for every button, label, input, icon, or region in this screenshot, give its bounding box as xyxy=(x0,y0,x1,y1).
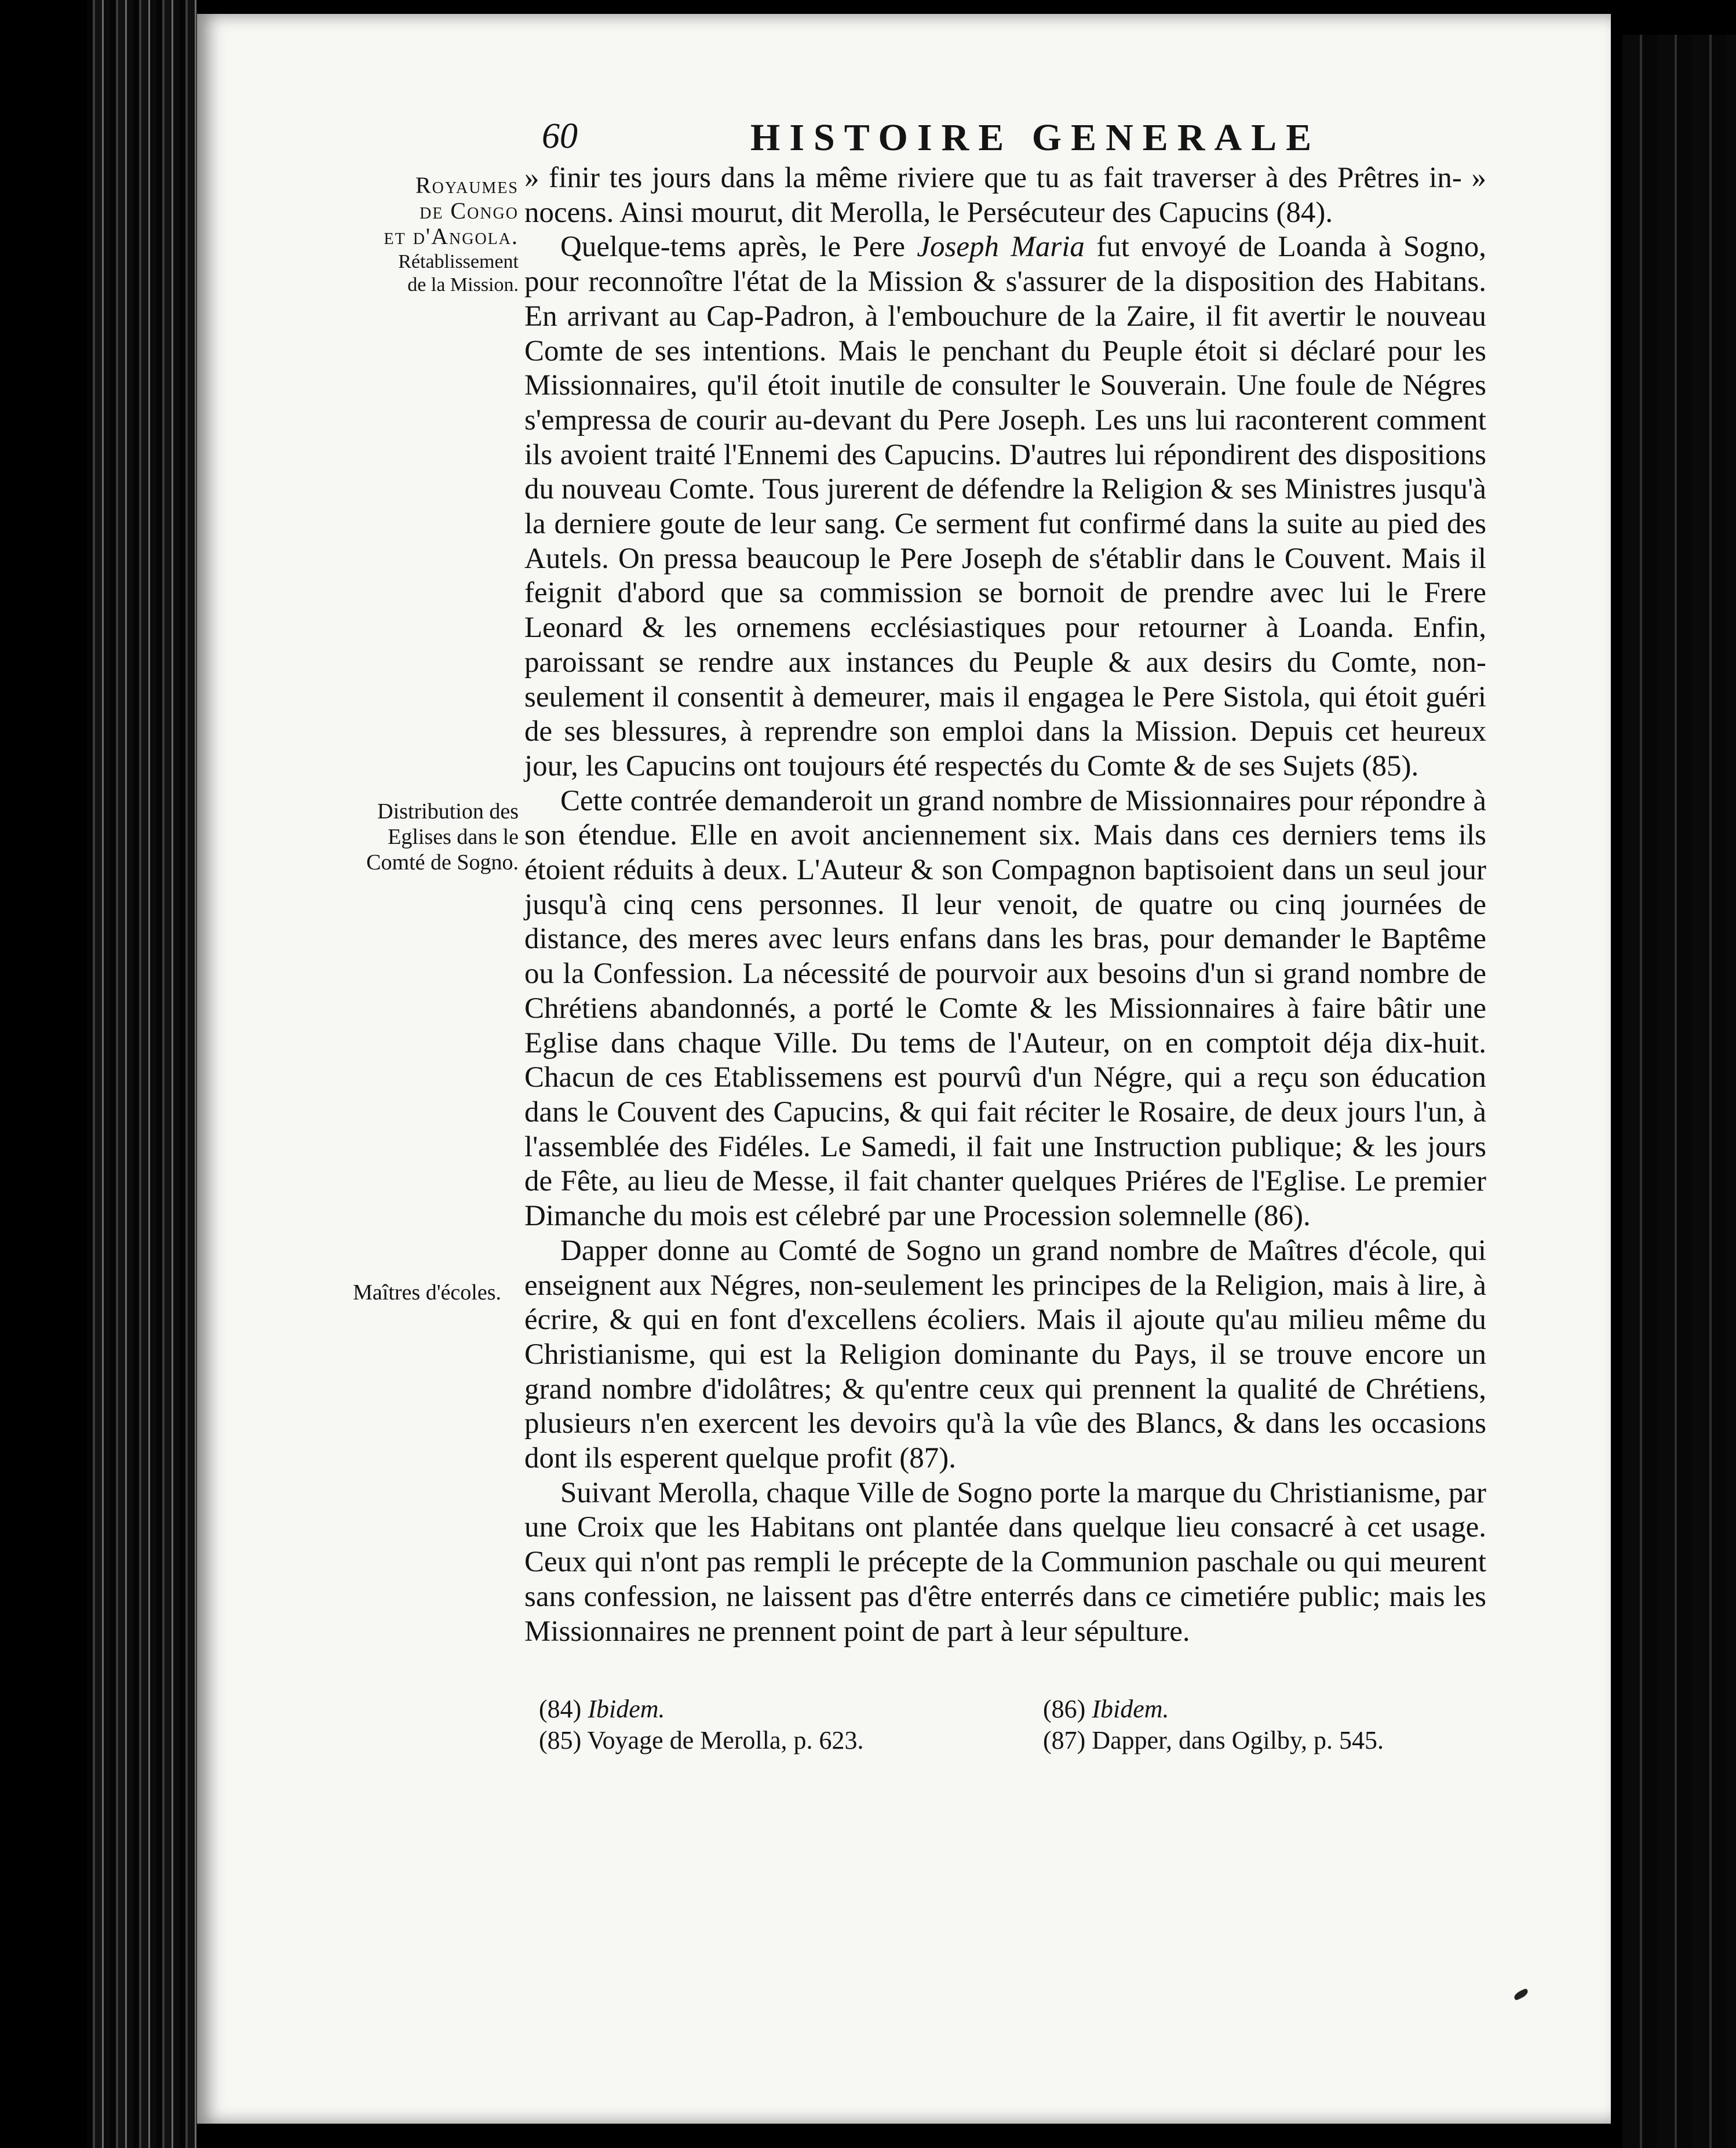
margin-note-line: Royaumes xyxy=(415,172,519,198)
footnote-number: (85) xyxy=(539,1726,582,1754)
footnotes-right-column xyxy=(1043,1694,1483,1756)
next-page-edge xyxy=(1622,35,1736,2148)
margin-note-line: Eglises dans le xyxy=(388,825,519,849)
footnote-number: (86) xyxy=(1043,1695,1086,1723)
paragraph xyxy=(524,230,1486,784)
footnote-text: Voyage de Merolla, p. 623. xyxy=(587,1726,864,1754)
footnote-number: (84) xyxy=(539,1695,582,1723)
margin-note-line: Maîtres d'écoles. xyxy=(353,1280,501,1305)
footnotes-left-column xyxy=(539,1694,979,1756)
footnote-86 xyxy=(1043,1694,1483,1725)
text-run: Quelque-tems après, le Pere xyxy=(560,231,917,264)
margin-note-retablissement xyxy=(365,250,519,297)
margin-note-line: de la Mission. xyxy=(407,274,519,296)
paragraph: » finir tes jours dans la même riviere que tu as fait traverser à des Prêtres in- » nocens. Ainsi mourut, dit Merolla, le Persécuteur des Capucins (84). xyxy=(524,162,1486,229)
page-number: 60 xyxy=(542,116,578,156)
margin-note-line: Comté de Sogno. xyxy=(366,850,519,875)
paragraph: Suivant Merolla, chaque Ville de Sogno porte la marque du Christianisme, par une Croix que les Habitans ont plantée dans quelque lieu consacré à cet usage. Ceux qui n'ont pas rempli le précepte de la Communion paschale ou qui meurent sans confession, ne laissent pas d'être enterrés dans ce cimetiére public; mais les Missionnaires ne prennent point de part à leur sépulture. xyxy=(524,1476,1486,1648)
margin-note-line: Rétablissement xyxy=(398,251,519,272)
footnotes xyxy=(539,1694,1483,1769)
footnote-87 xyxy=(1043,1725,1483,1756)
running-title: HISTOIRE GENERALE xyxy=(750,116,1321,159)
paragraph: Dapper donne au Comté de Sogno un grand nombre de Maîtres d'école, qui enseignent aux Négres, non-seulement les principes de la Religion, mais à lire, à écrire, & qui en font d'excellens écoliers. Mais il ajoute qu'au milieu même du Christianisme, qui est la Religion dominante du Pays, il se trouve encore un grand nombre d'idolâtres; & qu'entre ceux qui prennent la qualité de Chrétiens, plusieurs n'en exercent les devoirs qu'à la vûe des Blancs, & dans les occasions dont ils esperent quelque profit (87). xyxy=(524,1234,1486,1475)
footnote-text: Ibidem. xyxy=(588,1695,665,1723)
footnote-84 xyxy=(539,1694,979,1725)
margin-note-line: de Congo xyxy=(420,198,519,224)
main-text xyxy=(524,161,1486,1649)
paragraph: Cette contrée demanderoit un grand nombre de Missionnaires pour répondre à son étendue. Elle en avoit anciennement six. Mais dans ces derniers tems ils étoient réduits à deux. L'Auteur & son Compagnon baptisoient dans un seul jour jusqu'à cinq cens personnes. Il leur venoit, de quatre ou cinq journées de distance, des meres avec leurs enfans dans les bras, pour demander le Baptême ou la Confession. La nécessité de pourvoir aux besoins d'un si grand nombre de Chrétiens abandonnés, a porté le Comte & les Missionnaires à faire bâtir une Eglise dans chaque Ville. Du tems de l'Auteur, on en comptoit déja dix-huit. Chacun de ces Etablissemens est pourvû d'un Négre, qui a reçu son éducation dans le Couvent des Capucins, & qui fait réciter le Rosaire, de deux jours l'un, à l'assemblée des Fidéles. Le Samedi, il fait une Instruction publique; & les jours de Fête, au lieu de Messe, il fait chanter quelques Priéres de l'Eglise. Le premier Dimanche du mois est célebré par une Procession solemnelle (86). xyxy=(524,784,1486,1233)
margin-note-line: Distribution des xyxy=(377,799,519,824)
margin-note-distribution xyxy=(365,799,519,875)
book-spine xyxy=(87,0,197,2148)
footnote-text: Ibidem. xyxy=(1092,1695,1169,1723)
footnote-number: (87) xyxy=(1043,1726,1086,1754)
person-name: Joseph Maria xyxy=(917,231,1085,264)
footnote-85 xyxy=(539,1725,979,1756)
margin-note-line: et d'Angola. xyxy=(384,223,519,249)
page-header xyxy=(542,116,1353,168)
margin-note-maitres xyxy=(348,1280,501,1305)
text-run: fut envoyé de Loanda à Sogno, pour reconnoître l'état de la Mission & s'assurer de la disposition des Habitans. En arrivant au Cap-Padron, à l'embouchure de la Zaire, il fit avertir le nouveau Comte de ses intentions. Mais le penchant du Peuple étoit si déclaré pour les Missionnaires, qu'il étoit inutile de consulter le Souverain. Une foule de Négres s'empressa de courir au-devant du Pere Joseph. Les uns lui raconterent comment ils avoient traité l'Ennemi des Capucins. D'autres lui répondirent des dispositions du nouveau Comte. Tous jurerent de défendre la Religion & ses Ministres jusqu'à la derniere goute de leur sang. Ce serment fut confirmé dans la suite au pied des Autels. On pressa beaucoup le Pere Joseph de s'établir dans le Couvent. Mais il feignit d'abord que sa commission se bornoit de prendre avec lui le Frere Leonard & les ornemens ecclésiastiques pour retourner à Loanda. Enfin, paroissant se rendre aux instances du Peuple & aux desirs du Comte, non-seulement il consentit à demeurer, mais il engagea le Pere Sistola, qui étoit guéri de ses blessures, à reprendre son emploi dans la Mission. Depuis cet heureux jour, les Capucins ont toujours été respectés du Comte & de ses Sujets (85). xyxy=(524,231,1487,782)
footnote-text: Dapper, dans Ogilby, p. 545. xyxy=(1092,1726,1384,1754)
margin-note-section xyxy=(365,173,519,249)
